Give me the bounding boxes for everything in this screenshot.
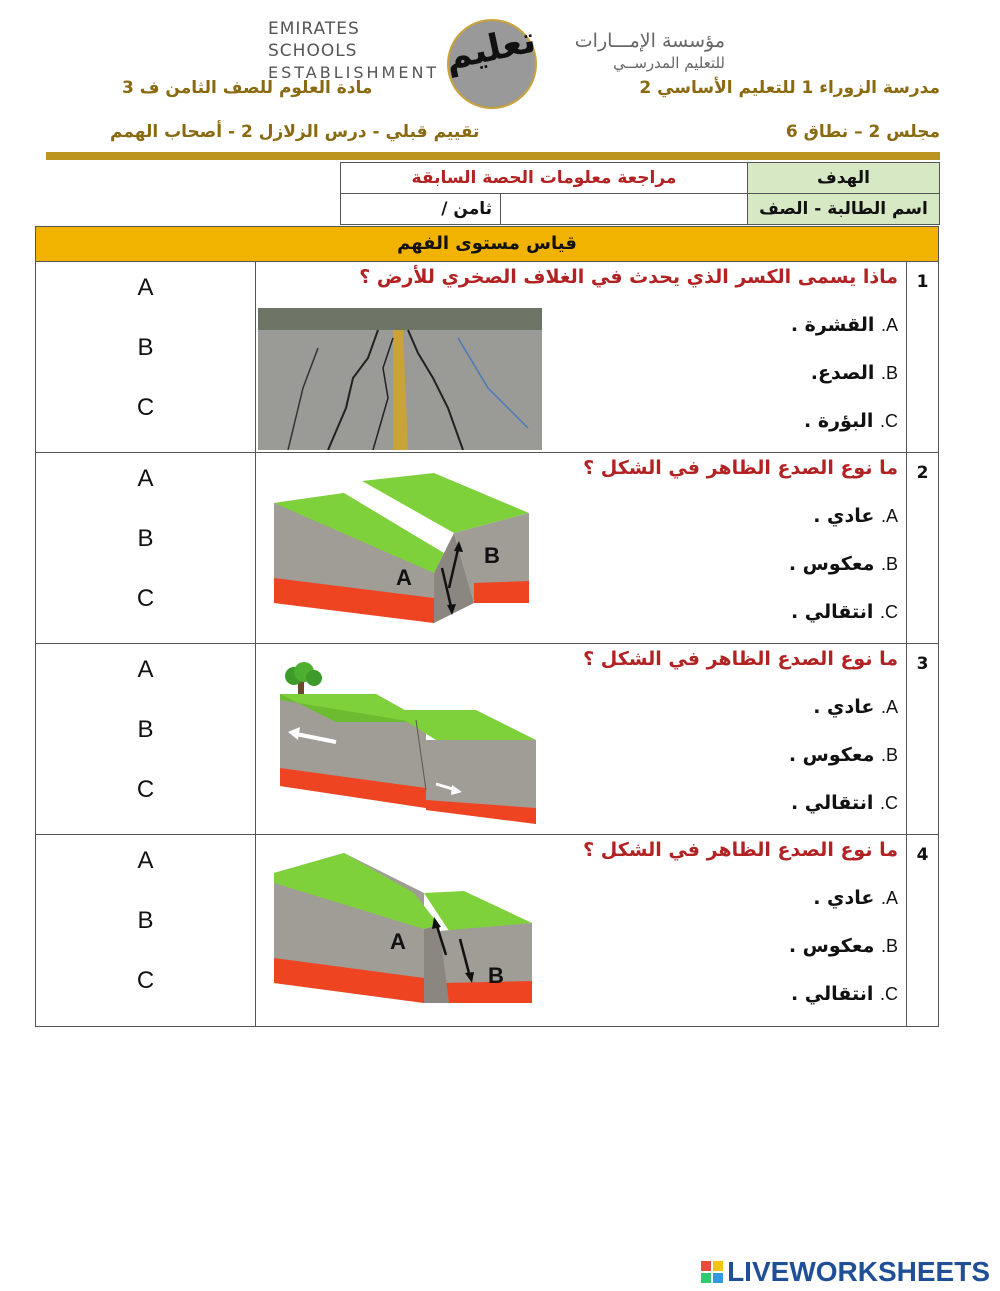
answer-choice-a[interactable]: A: [137, 847, 154, 874]
institution-logo-text: [560, 30, 725, 74]
option-letter: A.: [880, 506, 898, 526]
answer-choices-3: [36, 644, 256, 834]
option-letter: B.: [880, 745, 898, 765]
student-name-label: اسم الطالبة - الصف: [748, 194, 940, 225]
emirates-schools-logo: [268, 18, 440, 84]
question-text: ما نوع الصدع الظاهر في الشكل ؟: [583, 839, 898, 861]
question-number: 3: [906, 644, 938, 834]
option-letter: C.: [879, 411, 898, 431]
question-row-3: [36, 644, 938, 835]
class-field[interactable]: ثامن /: [341, 194, 501, 225]
option-c: [791, 983, 898, 1005]
fault-label-b: B: [488, 963, 504, 988]
assessment-title: تقييم قبلي - درس الزلازل 2 - أصحاب الهمم: [110, 122, 480, 142]
option-text: القشرة .: [790, 314, 875, 336]
answer-choice-a[interactable]: A: [137, 656, 154, 683]
option-letter: A.: [880, 697, 898, 717]
fault-label-a: A: [390, 929, 406, 954]
option-letter: A.: [880, 888, 898, 908]
answer-choice-c[interactable]: C: [136, 967, 155, 994]
option-a: [813, 887, 898, 909]
liveworksheets-brand[interactable]: [701, 1256, 990, 1288]
option-letter: B.: [880, 554, 898, 574]
option-letter: B.: [880, 936, 898, 956]
council-info: مجلس 2 – نطاق 6: [785, 122, 940, 142]
option-text: البؤرة .: [804, 410, 874, 432]
liveworksheets-text: LIVEWORKSHEETS: [727, 1256, 990, 1287]
question-text: ماذا يسمى الكسر الذي يحدث في الغلاف الصخري للأرض ؟: [359, 266, 898, 288]
fault-label-b: B: [484, 543, 500, 568]
reverse-fault-diagram: [274, 853, 534, 1008]
question-text: ما نوع الصدع الظاهر في الشكل ؟: [583, 457, 898, 479]
option-b: [789, 553, 898, 575]
option-text: معكوس .: [788, 553, 875, 575]
option-a: [813, 505, 898, 527]
liveworksheets-logo-icon: [701, 1261, 723, 1283]
questions-grid: [35, 262, 939, 1027]
answer-choice-b[interactable]: B: [137, 525, 154, 552]
logo-line-1: EMIRATES SCHOOLS: [268, 19, 360, 61]
question-row-1: [36, 262, 938, 453]
taleem-logo-text: تعليم: [441, 19, 540, 79]
taleem-logo: [441, 18, 540, 110]
option-b: [789, 935, 898, 957]
option-text: معكوس .: [788, 935, 875, 957]
answer-choice-b[interactable]: B: [137, 334, 154, 361]
option-letter: C.: [879, 602, 898, 622]
option-c: [791, 601, 898, 623]
question-number: 1: [906, 262, 938, 452]
normal-fault-diagram: [274, 473, 534, 623]
answer-choice-b[interactable]: B: [137, 907, 154, 934]
option-text: انتقالي .: [790, 601, 874, 623]
option-b: [789, 744, 898, 766]
answer-choices-2: [36, 453, 256, 643]
option-text: انتقالي .: [790, 983, 874, 1005]
student-name-field[interactable]: [501, 194, 748, 225]
header-divider: [46, 152, 940, 160]
subject-title: مادة العلوم للصف الثامن ف 3: [122, 78, 373, 98]
option-a: [813, 696, 898, 718]
question-number: 2: [906, 453, 938, 643]
question-number: 4: [906, 835, 938, 1026]
answer-choice-b[interactable]: B: [137, 716, 154, 743]
answer-choice-a[interactable]: A: [137, 274, 154, 301]
option-c: [804, 410, 898, 432]
option-a: [791, 314, 898, 336]
goal-value: مراجعة معلومات الحصة السابقة: [341, 163, 748, 194]
option-letter: A.: [880, 315, 898, 335]
answer-choice-c[interactable]: C: [136, 776, 155, 803]
institution-line-2: للتعليم المدرســي: [613, 54, 725, 72]
question-row-4: [36, 835, 938, 1026]
option-text: عادي .: [813, 505, 875, 527]
option-letter: B.: [880, 363, 898, 383]
answer-choice-c[interactable]: C: [136, 394, 155, 421]
fault-label-a: A: [396, 565, 412, 590]
option-text: الصدع.: [810, 362, 875, 384]
option-letter: C.: [879, 793, 898, 813]
option-c: [791, 792, 898, 814]
option-text: معكوس .: [788, 744, 875, 766]
option-text: انتقالي .: [790, 792, 874, 814]
option-letter: C.: [879, 984, 898, 1004]
option-b: [811, 362, 898, 384]
institution-line-1: مؤسسة الإمـــارات: [574, 30, 725, 52]
strike-slip-fault-diagram: [276, 660, 541, 825]
goal-label: الهدف: [748, 163, 940, 194]
logo-line-2: ESTABLISHMENT: [268, 63, 440, 82]
answer-choices-1: [36, 262, 256, 452]
option-text: عادي .: [813, 696, 875, 718]
question-row-2: [36, 453, 938, 644]
answer-choices-4: [36, 835, 256, 1026]
option-text: عادي .: [813, 887, 875, 909]
answer-choice-c[interactable]: C: [136, 585, 155, 612]
school-name: مدرسة الزوراء 1 للتعليم الأساسي 2: [639, 78, 940, 98]
info-table: [340, 162, 940, 225]
section-band: قياس مستوى الفهم: [35, 226, 939, 262]
question-text: ما نوع الصدع الظاهر في الشكل ؟: [583, 648, 898, 670]
cracked-road-image: [258, 308, 542, 450]
answer-choice-a[interactable]: A: [137, 465, 154, 492]
